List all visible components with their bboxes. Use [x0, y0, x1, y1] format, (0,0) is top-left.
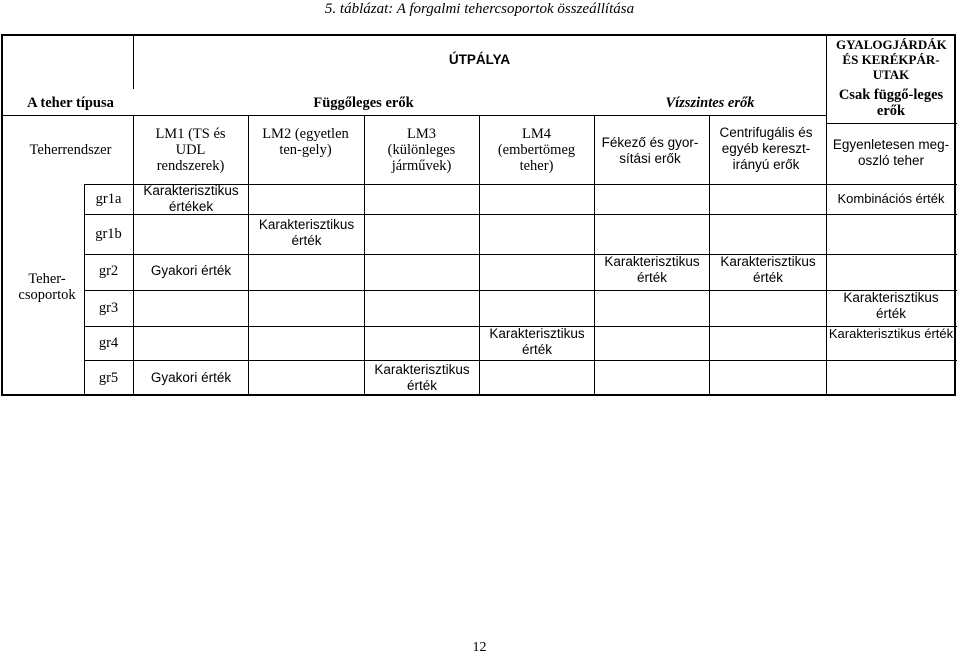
fekezo-header: Fékező és gyor-sítási erők — [601, 135, 699, 166]
cell-gr1a-lm1: Karakterisztikus értékek — [143, 183, 239, 214]
cell-gr3-gyalog: Karakterisztikus érték — [843, 290, 939, 321]
lm1-header: LM1 (TS és UDL rendszerek) — [155, 126, 226, 174]
egyenletesen-header: Egyenletesen meg-oszló teher — [832, 137, 950, 168]
grid-line — [84, 360, 957, 361]
group-label-gr4: gr4 — [98, 335, 119, 351]
group-label-gr5: gr5 — [98, 370, 119, 386]
cell-gr5-lm1: Gyakori érték — [150, 370, 232, 385]
table-caption: 5. táblázat: A forgalmi tehercsoportok összeállítása — [324, 1, 635, 17]
tehercsoportok-label: Teher-csoportok — [18, 271, 76, 303]
cell-gr4-lm4: Karakterisztikus érték — [489, 326, 585, 357]
lm2-header: LM2 (egyetlen ten-gely) — [262, 126, 349, 158]
cell-gr2-fekezo: Karakterisztikus érték — [604, 254, 700, 285]
cell-gr2-lm1: Gyakori érték — [150, 263, 232, 278]
grid-line — [1, 115, 827, 116]
grid-line — [133, 115, 134, 396]
grid-line — [826, 184, 957, 185]
group-label-gr1b: gr1b — [95, 226, 122, 242]
teherrendszer-label: Teherrendszer — [29, 142, 112, 158]
fuggoleges-erok-header: Függőleges erők — [313, 95, 414, 111]
grid-line — [84, 254, 957, 255]
csak-fuggoleges-header: Csak függő-leges erők — [838, 87, 944, 119]
grid-line — [826, 123, 957, 124]
cell-gr4-gyalog: Karakterisztikus érték — [828, 326, 954, 341]
cell-gr1a-gyalog: Kombinációs érték — [837, 191, 945, 206]
cell-gr2-centrifugalis: Karakterisztikus érték — [720, 254, 816, 285]
cell-gr5-lm3: Karakterisztikus érték — [374, 362, 470, 393]
page-number: 12 — [472, 640, 487, 655]
gyalogjardak-header: GYALOGJÁRDÁK ÉS KERÉKPÁR-UTAK — [836, 37, 947, 82]
group-label-gr3: gr3 — [98, 300, 119, 316]
utpalya-header: ÚTPÁLYA — [448, 52, 511, 67]
group-label-gr2: gr2 — [98, 263, 119, 279]
lm4-header: LM4 (embertömeg teher) — [497, 126, 576, 174]
lm3-header: LM3 (különleges járművek) — [387, 126, 456, 174]
group-label-gr1a: gr1a — [95, 191, 122, 207]
centrifugalis-header: Centrifugális és egyéb kereszt-irányú erők — [719, 125, 813, 172]
teher-tipusa-header: A teher típusa — [27, 95, 114, 111]
vizszintes-erok-header: Vízszintes erők — [665, 95, 755, 111]
grid-line — [364, 115, 365, 396]
cell-gr1b-lm2: Karakterisztikus érték — [258, 217, 355, 248]
grid-line — [248, 115, 249, 396]
